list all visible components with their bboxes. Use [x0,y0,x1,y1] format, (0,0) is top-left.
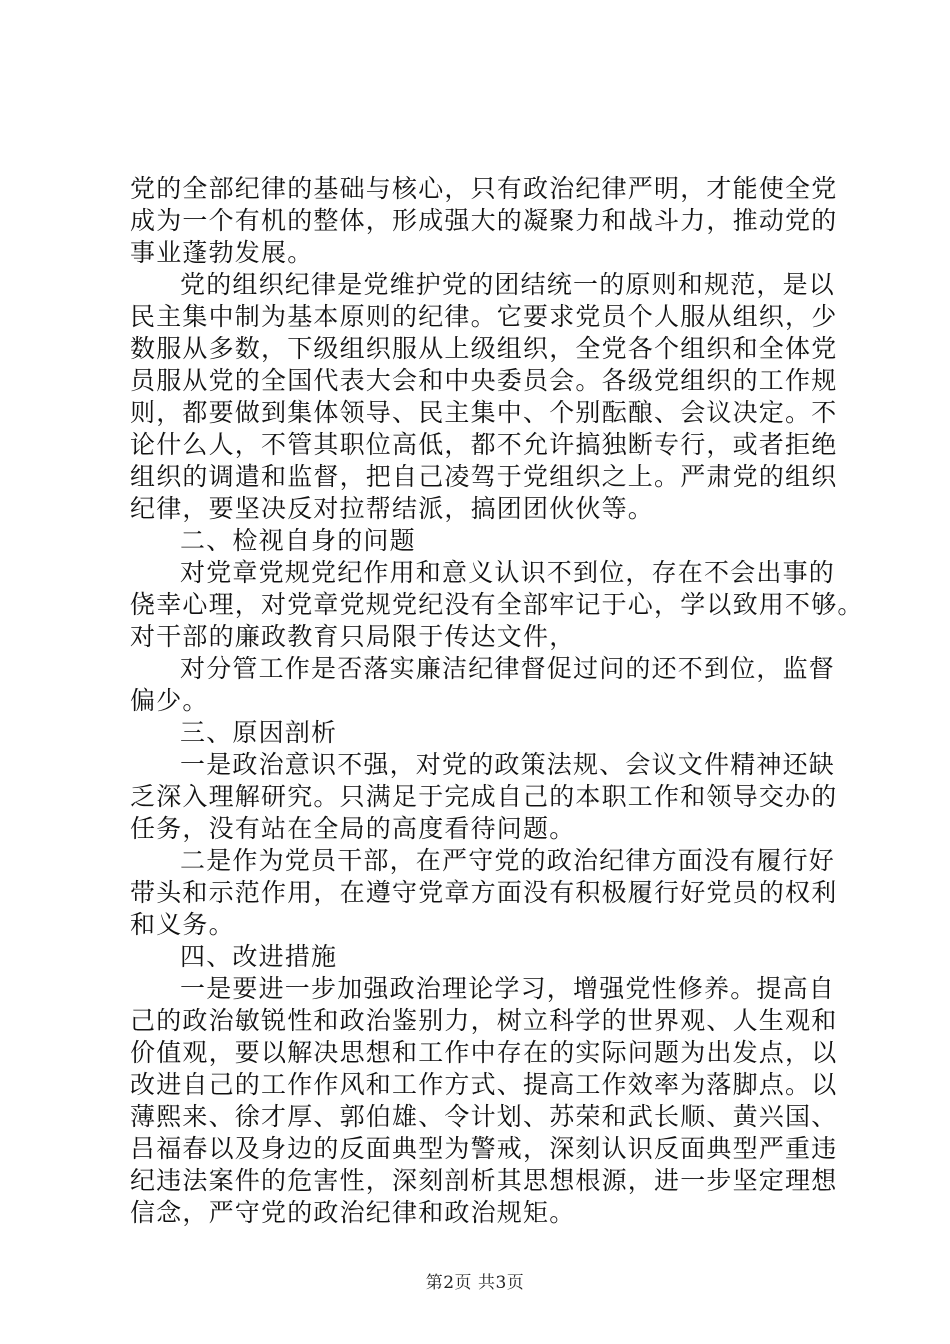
text-line: 价值观，要以解决思想和工作中存在的实际问题为出发点，以 [130,1038,838,1067]
text-line: 侥幸心理，对党章党规党纪没有全部牢记于心，学以致用不够。 [130,590,864,619]
document-body [130,173,864,1229]
text-line: 一是政治意识不强，对党的政策法规、会议文件精神还缺 [180,750,836,779]
text-line: 乏深入理解研究。只满足于完成自己的本职工作和领导交办的 [130,782,838,811]
text-line: 纪律，要坚决反对拉帮结派，搞团团伙伙等。 [130,494,655,523]
text-line: 二是作为党员干部，在严守党的政治纪律方面没有履行好 [180,846,836,875]
text-line: 论什么人，不管其职位高低，都不允许搞独断专行，或者拒绝 [130,430,838,459]
text-line: 数服从多数，下级组织服从上级组织，全党各个组织和全体党 [130,334,838,363]
text-line: 对干部的廉政教育只局限于传达文件， [130,622,576,651]
text-line: 事业蓬勃发展。 [130,238,314,267]
text-line: 党的组织纪律是党维护党的团结统一的原则和规范，是以 [180,270,836,299]
text-line: 偏少。 [130,686,209,715]
text-line: 成为一个有机的整体，形成强大的凝聚力和战斗力，推动党的 [130,206,838,235]
text-line: 二、检视自身的问题 [180,526,416,555]
text-line: 改进自己的工作作风和工作方式、提高工作效率为落脚点。以 [130,1070,838,1099]
text-line: 吕福春以及身边的反面典型为警戒，深刻认识反面典型严重违 [130,1134,838,1163]
text-line: 和义务。 [130,910,235,939]
text-line: 员服从党的全国代表大会和中央委员会。各级党组织的工作规 [130,366,838,395]
text-line: 任务，没有站在全局的高度看待问题。 [130,814,576,843]
text-line: 对党章党规党纪作用和意义认识不到位，存在不会出事的 [180,558,836,587]
text-line: 民主集中制为基本原则的纪律。它要求党员个人服从组织，少 [130,302,838,331]
text-line: 带头和示范作用，在遵守党章方面没有积极履行好党员的权利 [130,878,838,907]
text-line: 组织的调遣和监督，把自己凌驾于党组织之上。严肃党的组织 [130,462,838,491]
text-line: 四、改进措施 [180,942,338,971]
text-line: 党的全部纪律的基础与核心，只有政治纪律严明，才能使全党 [130,174,838,203]
text-line: 三、原因剖析 [180,718,338,747]
text-line: 薄熙来、徐才厚、郭伯雄、令计划、苏荣和武长顺、黄兴国、 [130,1102,838,1131]
text-line: 纪违法案件的危害性，深刻剖析其思想根源，进一步坚定理想 [130,1166,838,1195]
page-footer: 第2页 共3页 [425,1273,525,1293]
text-line: 则，都要做到集体领导、民主集中、个别酝酿、会议决定。不 [130,398,838,427]
text-line: 对分管工作是否落实廉洁纪律督促过问的还不到位，监督 [180,654,836,683]
text-line: 己的政治敏锐性和政治鉴别力，树立科学的世界观、人生观和 [130,1006,838,1035]
text-line: 信念，严守党的政治纪律和政治规矩。 [130,1198,576,1227]
text-line: 一是要进一步加强政治理论学习，增强党性修养。提高自 [180,974,836,1003]
